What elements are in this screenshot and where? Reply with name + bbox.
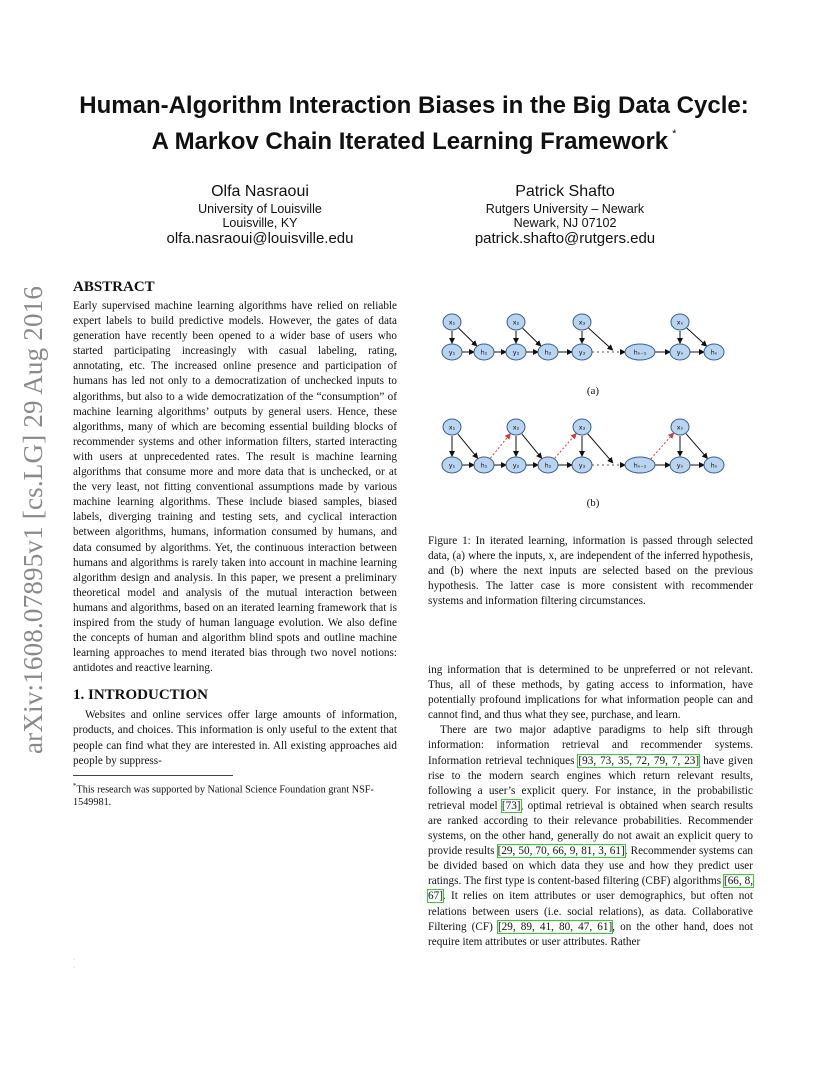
edge-x-to-h: [589, 328, 613, 350]
subfigure-label-b: (b): [586, 497, 600, 509]
graph-node-label: hₙ₋₁: [633, 348, 647, 357]
subfigure-label-a: (a): [586, 385, 600, 397]
citation-link[interactable]: [66, 8, 67]: [428, 875, 753, 903]
introduction-paragraph: Websites and online services offer large amounts of information, products, and choices. This information is only useful to the extent that people can find what they are interested in. All existing approaches aid people by suppress-: [73, 709, 397, 767]
footnote-text: This research was supported by National Science Foundation grant NSF-1549981.: [73, 784, 374, 809]
author-location: Newark, NJ 07102: [513, 216, 617, 230]
graph-node-label: hₙ: [710, 348, 718, 357]
graph-node-label: y₃: [578, 348, 586, 357]
graph-node-label: xₙ: [676, 423, 684, 432]
diagram-a: [428, 300, 758, 385]
graph-node-label: x₁: [448, 318, 456, 327]
graph-node-label: x₃: [578, 423, 586, 432]
title-line-1: Human-Algorithm Interaction Biases in the Big Data Cycle:: [79, 92, 749, 119]
graph-node-label: xₙ: [676, 318, 684, 327]
text-run: . It relies on item attributes or user demographics, but often not relations between users (i.e. social relations), as data. Collaborative Filtering (CF): [428, 890, 753, 933]
left-column: [73, 278, 397, 809]
citation-link[interactable]: [93, 73, 35, 72, 79, 7, 23]: [578, 754, 700, 767]
graph-node-label: h₁: [480, 461, 488, 470]
edge-x-to-h: [523, 328, 541, 346]
figure-caption: Figure 1: In iterated learning, information is passed through selected data, (a) where the inputs, x, are independent of the inferred hypothesis, and (b) where the next inputs are selected based on the previous hypothesis. The latter case is more consistent with recommender systems and information filtering circumstances.: [428, 535, 753, 608]
footnote: [73, 780, 397, 809]
citation-link[interactable]: [73]: [501, 799, 521, 812]
graph-node-label: y₃: [578, 461, 586, 470]
footnote-mark: *: [73, 781, 77, 790]
edge-x-to-h: [687, 328, 707, 346]
abstract-heading: ABSTRACT: [73, 279, 155, 295]
author-block-1: [120, 182, 400, 248]
graph-node-label: yₙ: [676, 461, 684, 470]
edge-x-to-h: [459, 328, 477, 346]
graph-node-label: h₂: [544, 348, 552, 357]
edge-h-to-next-x: [555, 434, 576, 459]
text-run: There are two major adaptive paradigms to help sift through information: information retrieval and recommender systems. Information retrieval techniques: [428, 724, 753, 767]
footnote-divider: [73, 775, 233, 776]
author-affiliation: Rutgers University – Newark: [485, 202, 645, 216]
edge-x-to-h: [522, 434, 542, 458]
text-run: . Recommender systems can be divided based on which data they use and how they predict user ratings. The first type is content-based filtering (CBF) algorithms: [428, 845, 754, 888]
text-run: have given rise to the modern search engines which return relevant results, following a user’s explicit query. For instance, in the probabilistic retrieval model: [428, 754, 753, 812]
graph-node-label: h₂: [544, 461, 552, 470]
author-name: Olfa Nasraoui: [211, 183, 309, 200]
title-line-2-text: A Markov Chain Iterated Learning Framework: [151, 128, 669, 155]
author-email[interactable]: olfa.nasraoui@louisville.edu: [166, 230, 354, 247]
graph-node-label: yₙ: [676, 348, 684, 357]
author-location: Louisville, KY: [222, 216, 298, 230]
edge-x-to-h: [588, 434, 613, 463]
arxiv-identifier: arXiv:1608.07895v1 [cs.LG] 29 Aug 2016: [18, 285, 48, 755]
graph-node-label: y₁: [448, 461, 456, 470]
graph-node-label: hₙ₋₁: [633, 461, 647, 470]
edge-x-to-h: [686, 434, 707, 459]
right-column-text: [428, 663, 753, 950]
text-run: , optimal retrieval is obtained when search results are ranked according to their relevance probabilities. Recommender systems, on the other hand, generally do not await an explicit query to provide results: [428, 799, 753, 858]
body-paragraph-1: ing information that is determined to be unpreferred or not relevant. Thus, all of these methods, by gating access to information, have potentially profound implications for what information people can and cannot find, and thus what they see, purchase, and learn.: [428, 664, 753, 722]
graph-node-label: x₂: [512, 423, 520, 432]
figure-1: [428, 300, 758, 509]
title-line-2: [60, 120, 768, 156]
text-run: , on the other hand, does not require item attributes or user attributes. Rather: [428, 920, 754, 948]
author-affiliation: University of Louisville: [198, 202, 322, 216]
graph-node-label: x₁: [448, 423, 456, 432]
graph-node-label: x₂: [512, 318, 520, 327]
author-name: Patrick Shafto: [515, 183, 615, 200]
diagram-b: [428, 407, 758, 497]
graph-node-label: h₁: [480, 348, 488, 357]
abstract-text: Early supervised machine learning algorithms have relied on reliable expert labels to build predictive models. However, the gates of data generation have recently been opened to a wider base of users who started participating increasingly with casual labeling, rating, annotating, etc. The increased online presence and participation of humans has led not only to a democratization of unchecked inputs to algorithms, but also to a wide democratization of the “consumption” of machine learning algorithms’ outputs by general users. Hence, these algorithms, many of which are becoming essential building blocks of recommender systems and other information filters, started interacting with users at unprecedented rates. The result is machine learning algorithms that consume more and more data that is unchecked, or at the very least, not fitting conventional assumptions made by various machine learning algorithms. These include biased samples, biased labels, diverging training and testing sets, and cyclical interaction between algorithms, humans, information consumed by humans, and data consumed by algorithms. Yet, the continuous interaction between humans and algorithms is rarely taken into account in machine learning algorithm design and analysis. In this paper, we present a preliminary theoretical model and analysis of the mutual interaction between humans and algorithms, based on an iterated learning framework that is inspired from the study of human language evolution. We also define the concepts of human and algorithm blind spots and outline machine learning approaches to mend iterated bias through two novel notions: antidotes and reactive learning.: [73, 300, 397, 675]
citation-link[interactable]: [29, 89, 41, 80, 47, 61]: [497, 920, 613, 933]
citation-link[interactable]: [29, 50, 70, 66, 9, 81, 3, 61]: [497, 845, 625, 858]
graph-node-label: y₂: [512, 461, 520, 470]
author-email[interactable]: patrick.shafto@rutgers.edu: [474, 230, 656, 247]
graph-node-label: x₃: [578, 318, 586, 327]
title-footnote-mark: *: [672, 128, 677, 140]
paper-title: [60, 92, 768, 156]
edge-h-to-next-x: [490, 434, 510, 458]
introduction-heading: 1. INTRODUCTION: [73, 687, 209, 704]
graph-node-label: hₙ: [710, 461, 718, 470]
body-paragraph-2: [428, 723, 753, 949]
graph-node-label: y₁: [448, 348, 456, 357]
edge-h-to-next-x: [651, 433, 674, 459]
author-block-2: [425, 182, 705, 248]
edge-x-to-h: [458, 434, 478, 458]
page-marker-dots: · ·: [73, 957, 75, 971]
graph-node-label: y₂: [512, 348, 520, 357]
